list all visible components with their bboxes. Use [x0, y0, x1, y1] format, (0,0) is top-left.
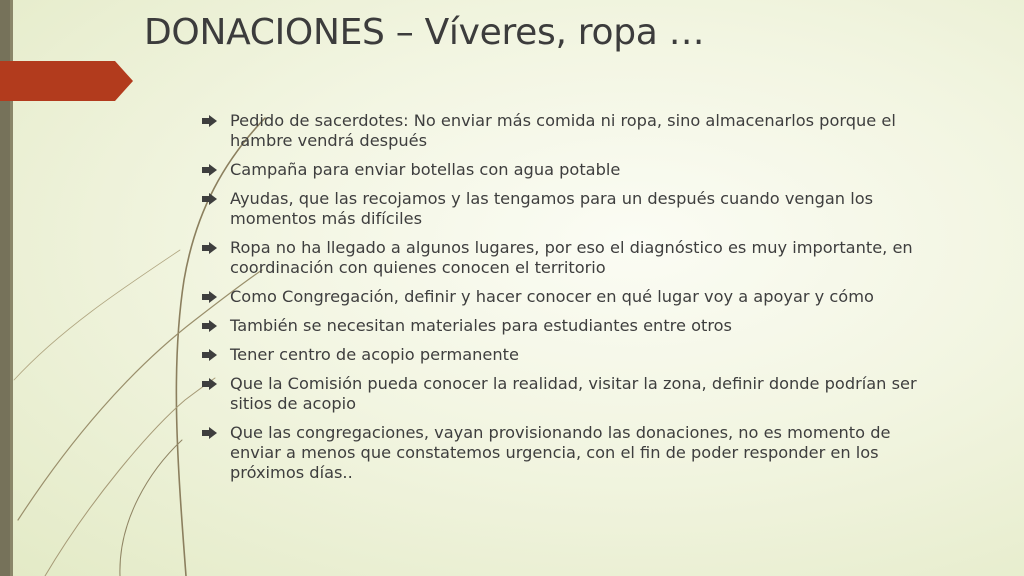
- bullet-item: [202, 374, 942, 414]
- vine-line-4: [120, 440, 182, 576]
- bullet-list: [202, 111, 942, 492]
- bullet-text: Como Congregación, definir y hacer conocer en qué lugar voy a apoyar y cómo: [230, 287, 874, 306]
- arrow-bullet-icon: [202, 242, 217, 254]
- bullet-text: Tener centro de acopio permanente: [230, 345, 519, 364]
- bullet-item: [202, 316, 942, 336]
- arrow-bullet-icon: [202, 349, 217, 361]
- bullet-text: También se necesitan materiales para estudiantes entre otros: [230, 316, 732, 335]
- vine-line-3: [45, 378, 215, 576]
- bullet-item: [202, 345, 942, 365]
- arrow-bullet-icon: [202, 378, 217, 390]
- slide-title: DONACIONES – Víveres, ropa …: [144, 12, 705, 53]
- bullet-item: [202, 423, 942, 483]
- arrow-bullet-icon: [202, 115, 217, 127]
- bullet-text: Ropa no ha llegado a algunos lugares, por eso el diagnóstico es muy importante, en coordinación con quienes conocen el territorio: [230, 238, 913, 277]
- bullet-text: Ayudas, que las recojamos y las tengamos para un después cuando vengan los momentos más difíciles: [230, 189, 874, 228]
- bullet-text: Pedido de sacerdotes: No enviar más comida ni ropa, sino almacenarlos porque el hambre vendrá después: [230, 111, 896, 150]
- bullet-item: [202, 238, 942, 278]
- bullet-text: Que las congregaciones, vayan provisionando las donaciones, no es momento de enviar a menos que constatemos urgencia, con el fin de poder responder en los próximos días..: [230, 423, 891, 482]
- bullet-text: Que la Comisión pueda conocer la realidad, visitar la zona, definir donde podrían ser sitios de acopio: [230, 374, 917, 413]
- arrow-bullet-icon: [202, 427, 217, 439]
- arrow-bullet-icon: [202, 320, 217, 332]
- bullet-item: [202, 287, 942, 307]
- bullet-item: [202, 189, 942, 229]
- bullet-text: Campaña para enviar botellas con agua potable: [230, 160, 621, 179]
- arrow-bullet-icon: [202, 291, 217, 303]
- arrow-bullet-icon: [202, 193, 217, 205]
- vine-line-5: [14, 250, 180, 380]
- bullet-item: [202, 111, 942, 151]
- title-accent-arrow: [0, 61, 133, 101]
- bullet-item: [202, 160, 942, 180]
- arrow-bullet-icon: [202, 164, 217, 176]
